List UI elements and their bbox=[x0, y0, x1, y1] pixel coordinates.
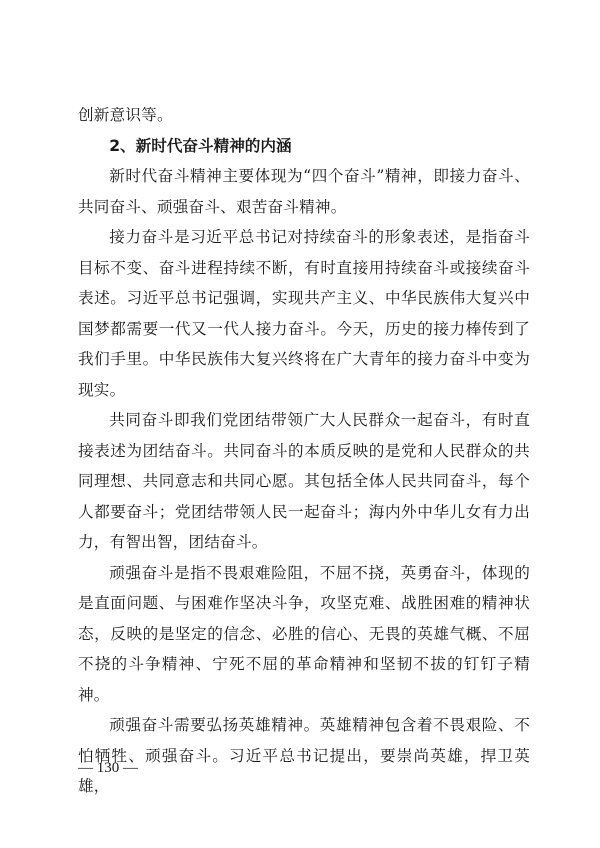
paragraph-relay-struggle: 接力奋斗是习近平总书记对持续奋斗的形象表述，是指奋斗目标不变、奋斗进程持续不断，有时直接用持续奋斗或接续奋斗表述。习近平总书记强调，实现共产主义、中华民族伟大复兴中国梦都需要一代又一代人接力奋斗。今天，历史的接力棒传到了我们手里。中华民族伟大复兴终将在广大青年的接力奋斗中变为现实。 bbox=[78, 228, 530, 399]
paragraph-common-struggle: 共同奋斗即我们党团结带领广大人民群众一起奋斗，有时直接表述为团结奋斗。共同奋斗的本质反映的是党和人民群众的共同理想、共同意志和共同心愿。其包括全体人民共同奋斗，每个人都要奋斗；党团结带领人民一起奋斗；海内外中华儿女有力出力，有智出智，团结奋斗。 bbox=[78, 411, 530, 551]
page-body bbox=[78, 100, 530, 802]
paragraph-tenacious-struggle: 顽强奋斗是指不畏艰难险阻，不屈不挠，英勇奋斗，体现的是直面问题、与困难作坚决斗争，攻坚克难、战胜困难的精神状态，反映的是坚定的信念、必胜的信心、无畏的英雄气概、不屈不挠的斗争精神、宁死不屈的革命精神和坚韧不拔的钉钉子精神。 bbox=[78, 563, 530, 704]
paragraph-continuation: 创新意识等。 bbox=[78, 106, 173, 124]
paragraph-heroic-spirit: 顽强奋斗需要弘扬英雄精神。英雄精神包含着不畏艰险、不怕牺牲、顽强奋斗。习近平总书记提出，要崇尚英雄，捍卫英雄， bbox=[78, 716, 530, 795]
page-number: — 130 — bbox=[78, 760, 138, 776]
section-heading: 2、新时代奋斗精神的内涵 bbox=[109, 136, 292, 155]
paragraph-four-struggles: 新时代奋斗精神主要体现为“四个奋斗”精神，即接力奋斗、共同奋斗、顽强奋斗、艰苦奋斗精神。 bbox=[78, 167, 530, 216]
